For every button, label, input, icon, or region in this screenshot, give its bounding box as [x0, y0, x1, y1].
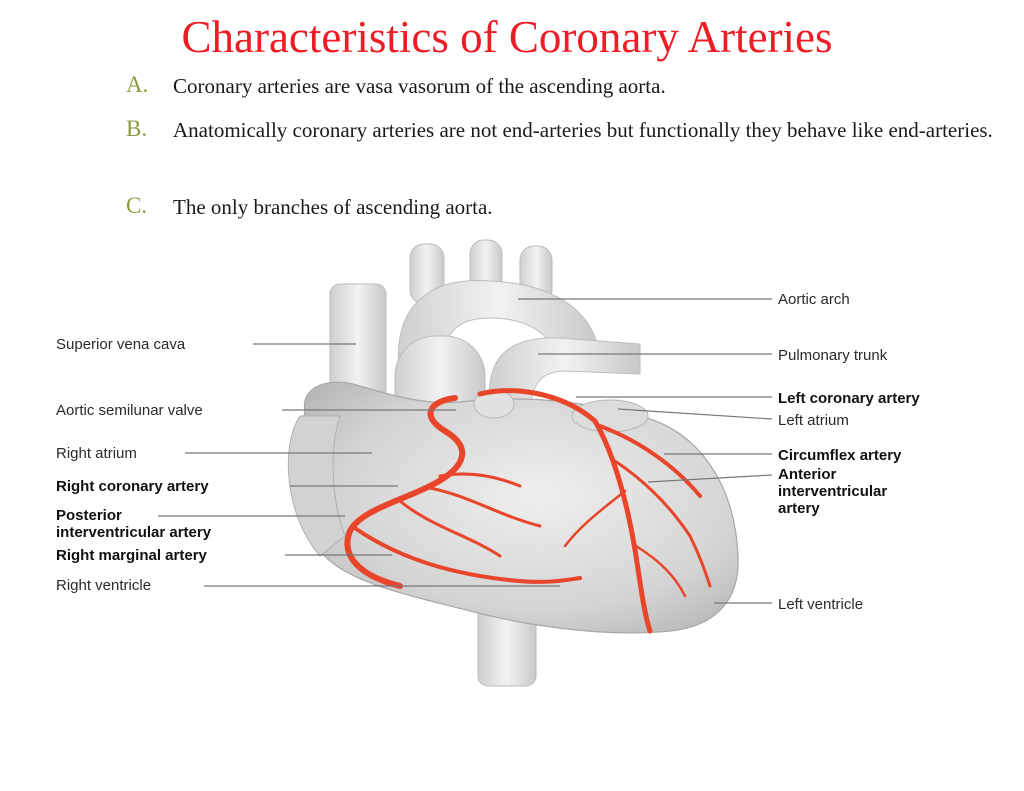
bullet-c	[126, 192, 993, 222]
heart-illustration	[288, 240, 738, 686]
label-right-ventricle: Right ventricle	[56, 577, 152, 594]
label-interventricular: interventricular	[778, 483, 888, 500]
bullet-letter: A.	[126, 72, 149, 97]
label-pulmonary-trunk: Pulmonary trunk	[778, 347, 888, 364]
bullet-text: Coronary arteries are vasa vasorum of the ascending aorta.	[173, 74, 666, 98]
bullet-letter: B.	[126, 116, 148, 141]
left-atrium-shape	[572, 400, 648, 432]
label-posterior: Posterior	[56, 507, 122, 524]
label-aortic-semilunar-valve: Aortic semilunar valve	[56, 402, 203, 419]
slide-title: Characteristics of Coronary Arteries	[181, 12, 833, 62]
bullet-letter: C.	[126, 193, 148, 218]
label-right-atrium: Right atrium	[56, 445, 137, 462]
right-labels	[778, 291, 920, 613]
label-anterior: Anterior	[778, 466, 837, 483]
label-interventricular-artery: interventricular artery	[56, 524, 212, 541]
label-left-atrium: Left atrium	[778, 412, 849, 429]
bullet-text: Anatomically coronary arteries are not end-arteries but functionally they behave like end-arteries.	[173, 118, 993, 142]
label-left-coronary-artery: Left coronary artery	[778, 390, 920, 407]
bullet-b	[126, 115, 993, 145]
bullet-text: The only branches of ascending aorta.	[173, 195, 493, 219]
label-right-coronary-artery: Right coronary artery	[56, 478, 209, 495]
label-right-marginal-artery: Right marginal artery	[56, 547, 207, 564]
label-aortic-arch: Aortic arch	[778, 291, 850, 308]
heart-body-shape	[298, 382, 738, 633]
label-artery: artery	[778, 500, 820, 517]
bullet-a	[126, 71, 993, 101]
label-circumflex-artery: Circumflex artery	[778, 447, 902, 464]
label-left-ventricle: Left ventricle	[778, 596, 864, 613]
heart-diagram	[0, 226, 1024, 696]
left-labels	[56, 336, 212, 594]
label-superior-vena-cava: Superior vena cava	[56, 336, 186, 353]
